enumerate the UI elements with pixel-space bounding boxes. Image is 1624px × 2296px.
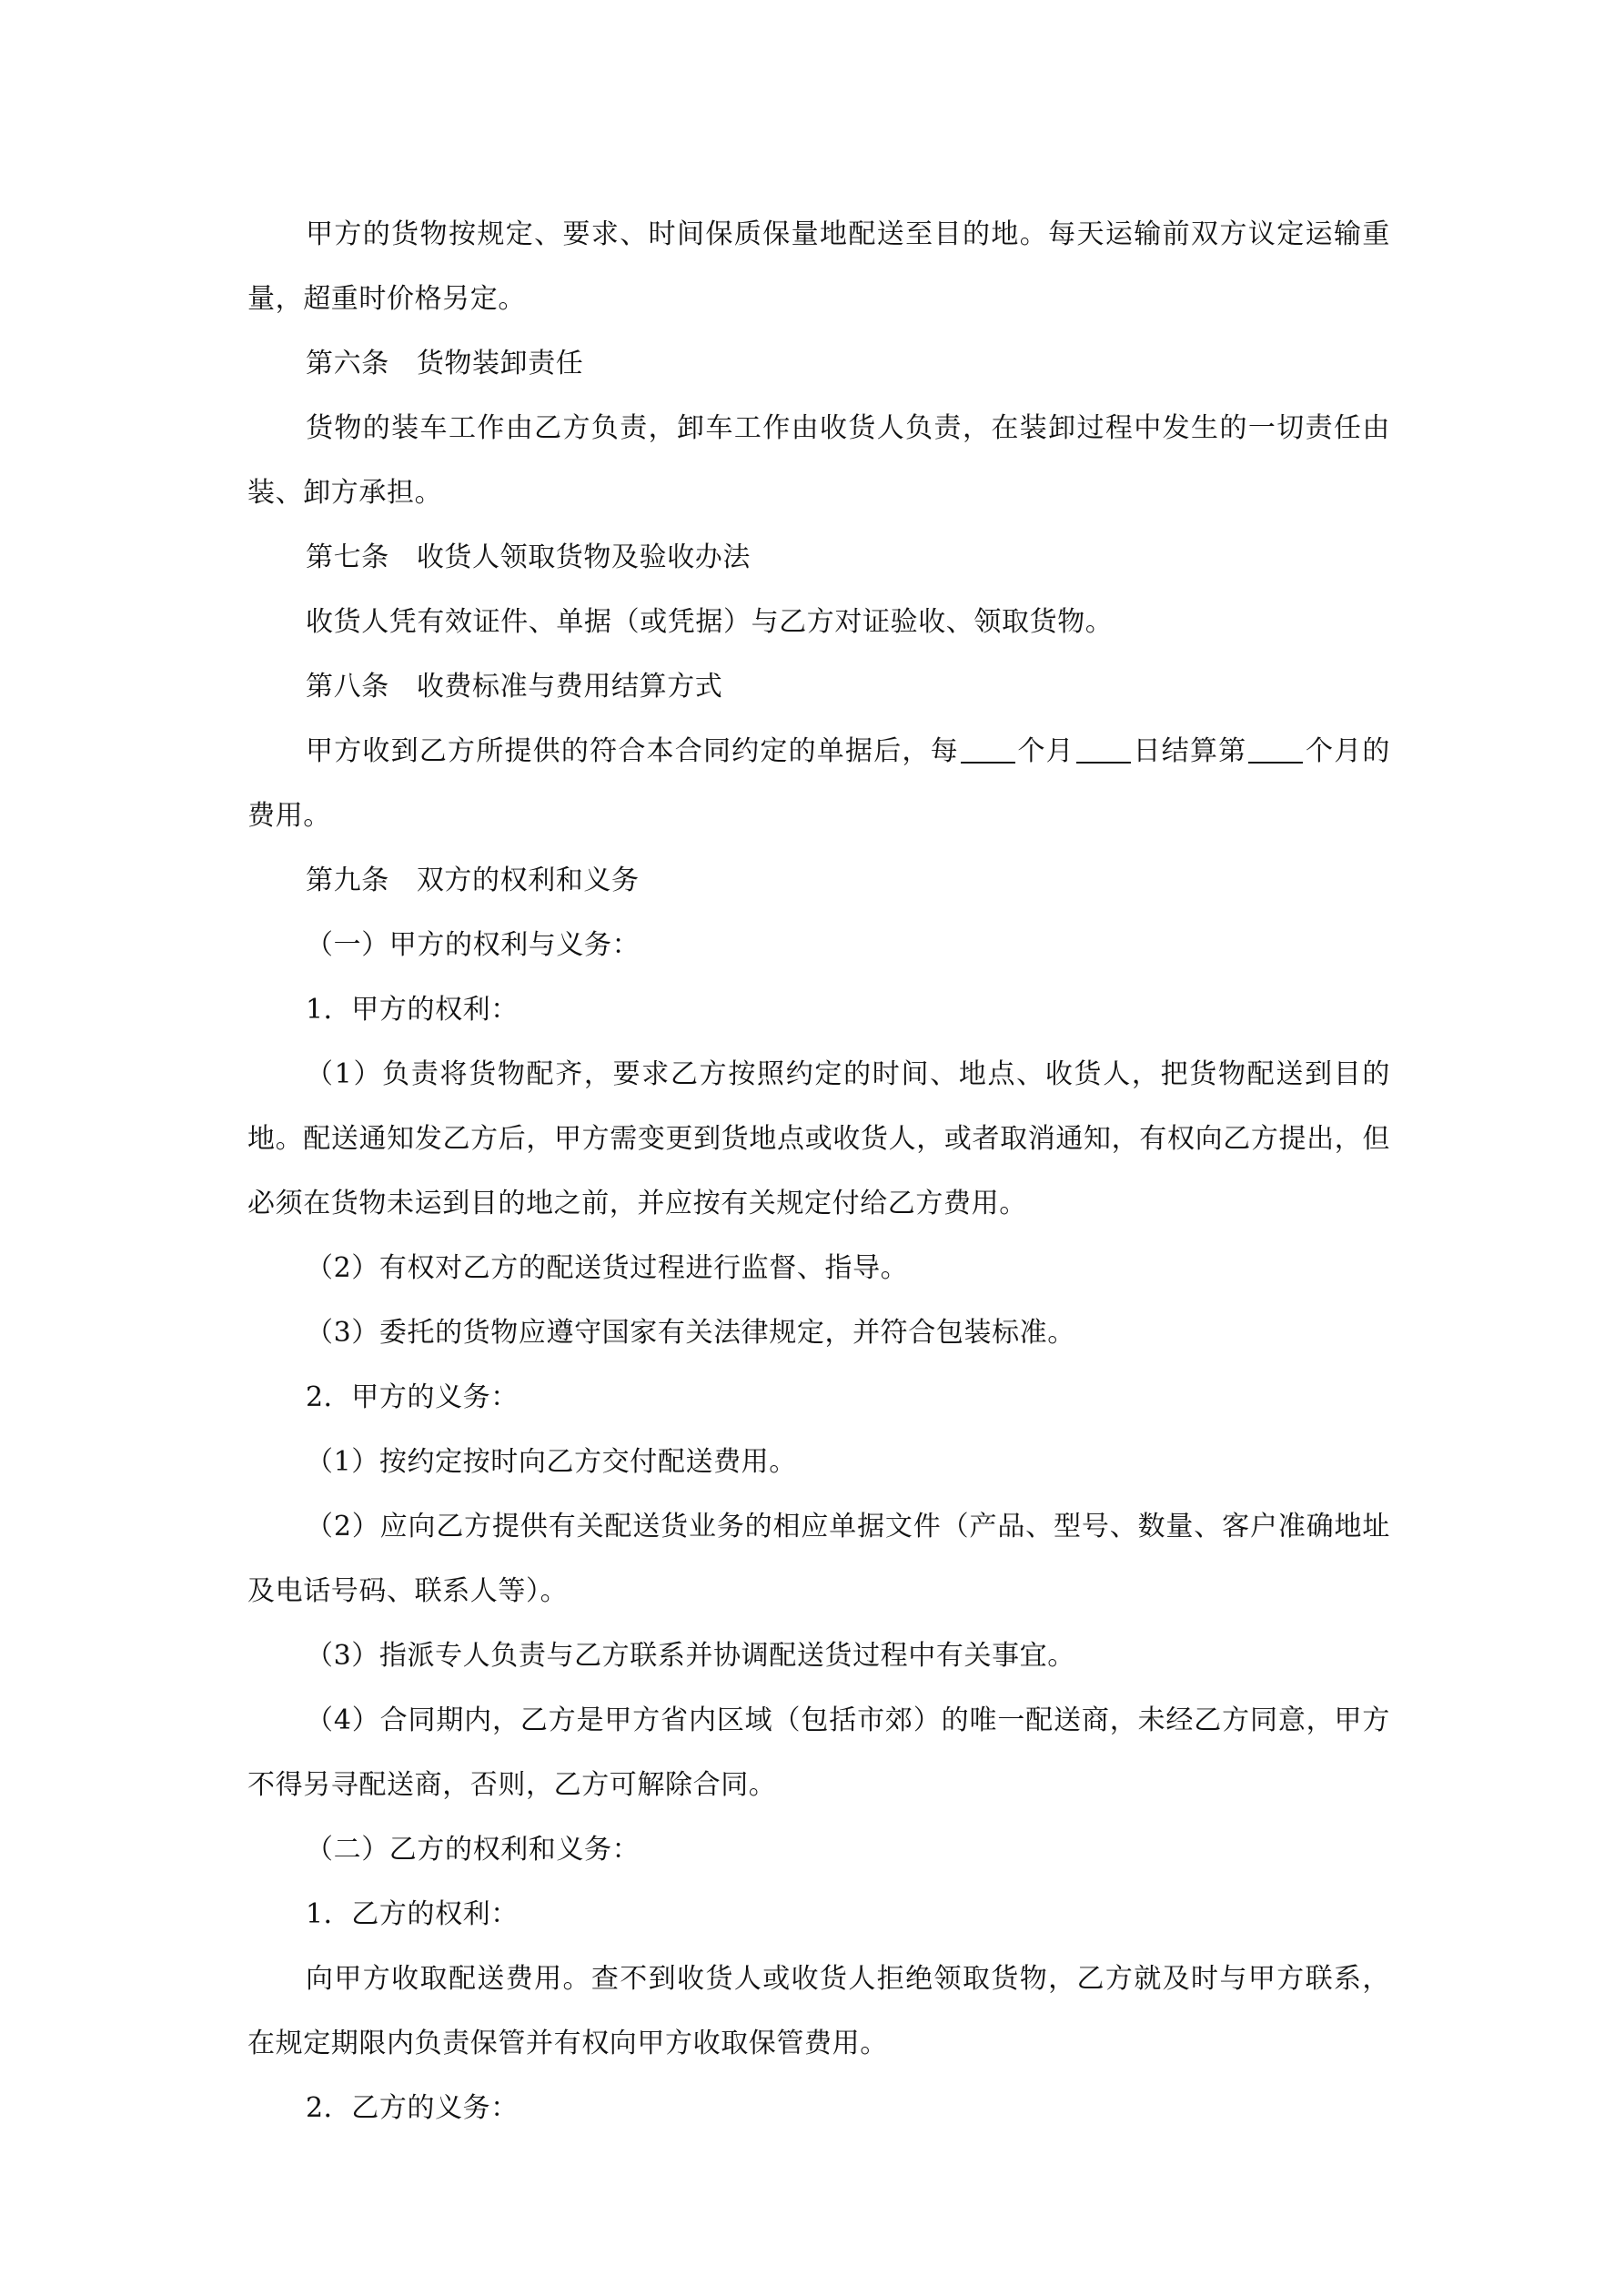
list-item: （4）合同期内，乙方是甲方省内区域（包括市郊）的唯一配送商，未经乙方同意，甲方不得另寻配送商，否则，乙方可解除合同。 <box>247 1704 1390 1801</box>
paragraph-loading-responsibility: 货物的装车工作由乙方负责，卸车工作由收货人负责，在装卸过程中发生的一切责任由装、卸方承担。 <box>247 412 1390 509</box>
blank-field <box>1076 736 1131 764</box>
section-party-b: （二）乙方的权利和义务： <box>306 1834 641 1866</box>
article-title: 收费标准与费用结算方式 <box>416 671 723 703</box>
fill-text: 个月 <box>1016 735 1074 767</box>
blank-field <box>1248 736 1303 764</box>
article-6-heading <box>247 331 1390 396</box>
subsection-party-a-obligations: 2．甲方的义务： <box>306 1381 519 1413</box>
article-number: 第六条 <box>306 348 389 379</box>
fill-text: 日结算第 <box>1132 735 1247 767</box>
paragraph-transport-weight: 甲方的货物按规定、要求、时间保质保量地配送至目的地。每天运输前双方议定运输重量，超重时价格另定。 <box>247 218 1390 315</box>
fill-text: 个月的费用。 <box>247 735 1391 832</box>
article-number: 第八条 <box>306 671 389 703</box>
list-item: （1）负责将货物配齐，要求乙方按照约定的时间、地点、收货人，把货物配送到目的地。配送通知发乙方后，甲方需变更到货地点或收货人，或者取消通知，有权向乙方提出，但必须在货物未运到目的地之前，并应按有关规定付给乙方费用。 <box>247 1058 1390 1219</box>
subsection-party-b-obligations: 2．乙方的义务： <box>306 2092 519 2124</box>
paragraph-receipt-verification: 收货人凭有效证件、单据（或凭据）与乙方对证验收、领取货物。 <box>306 606 1114 638</box>
subsection-party-a-rights: 1．甲方的权利： <box>306 994 519 1026</box>
article-9-heading <box>247 848 1390 913</box>
list-item: （1）按约定按时向乙方交付配送费用。 <box>306 1446 797 1478</box>
section-party-a: （一）甲方的权利与义务： <box>306 929 641 961</box>
blank-field <box>961 736 1015 764</box>
list-item: （2）有权对乙方的配送货过程进行监督、指导。 <box>306 1252 909 1284</box>
article-title: 货物装卸责任 <box>416 348 584 379</box>
article-title: 双方的权利和义务 <box>416 865 640 896</box>
document-body <box>247 202 1390 2140</box>
article-number: 第七条 <box>306 541 389 573</box>
paragraph-party-b-rights: 向甲方收取配送费用。查不到收货人或收货人拒绝领取货物，乙方就及时与甲方联系，在规定期限内负责保管并有权向甲方收取保管费用。 <box>247 1963 1390 2059</box>
article-8-heading <box>247 654 1390 719</box>
list-item: （3）委托的货物应遵守国家有关法律规定，并符合包装标准。 <box>306 1317 1075 1349</box>
article-title: 收货人领取货物及验收办法 <box>416 541 751 573</box>
list-item: （3）指派专人负责与乙方联系并协调配送货过程中有关事宜。 <box>306 1640 1075 1672</box>
fill-text: 甲方收到乙方所提供的符合本合同约定的单据后，每 <box>306 735 959 767</box>
article-7-heading <box>247 525 1390 590</box>
subsection-party-b-rights: 1．乙方的权利： <box>306 1898 519 1930</box>
article-number: 第九条 <box>306 865 389 896</box>
list-item: （2）应向乙方提供有关配送货业务的相应单据文件（产品、型号、数量、客户准确地址及电话号码、联系人等）。 <box>247 1511 1390 1607</box>
paragraph-settlement-fill-in <box>247 719 1390 848</box>
